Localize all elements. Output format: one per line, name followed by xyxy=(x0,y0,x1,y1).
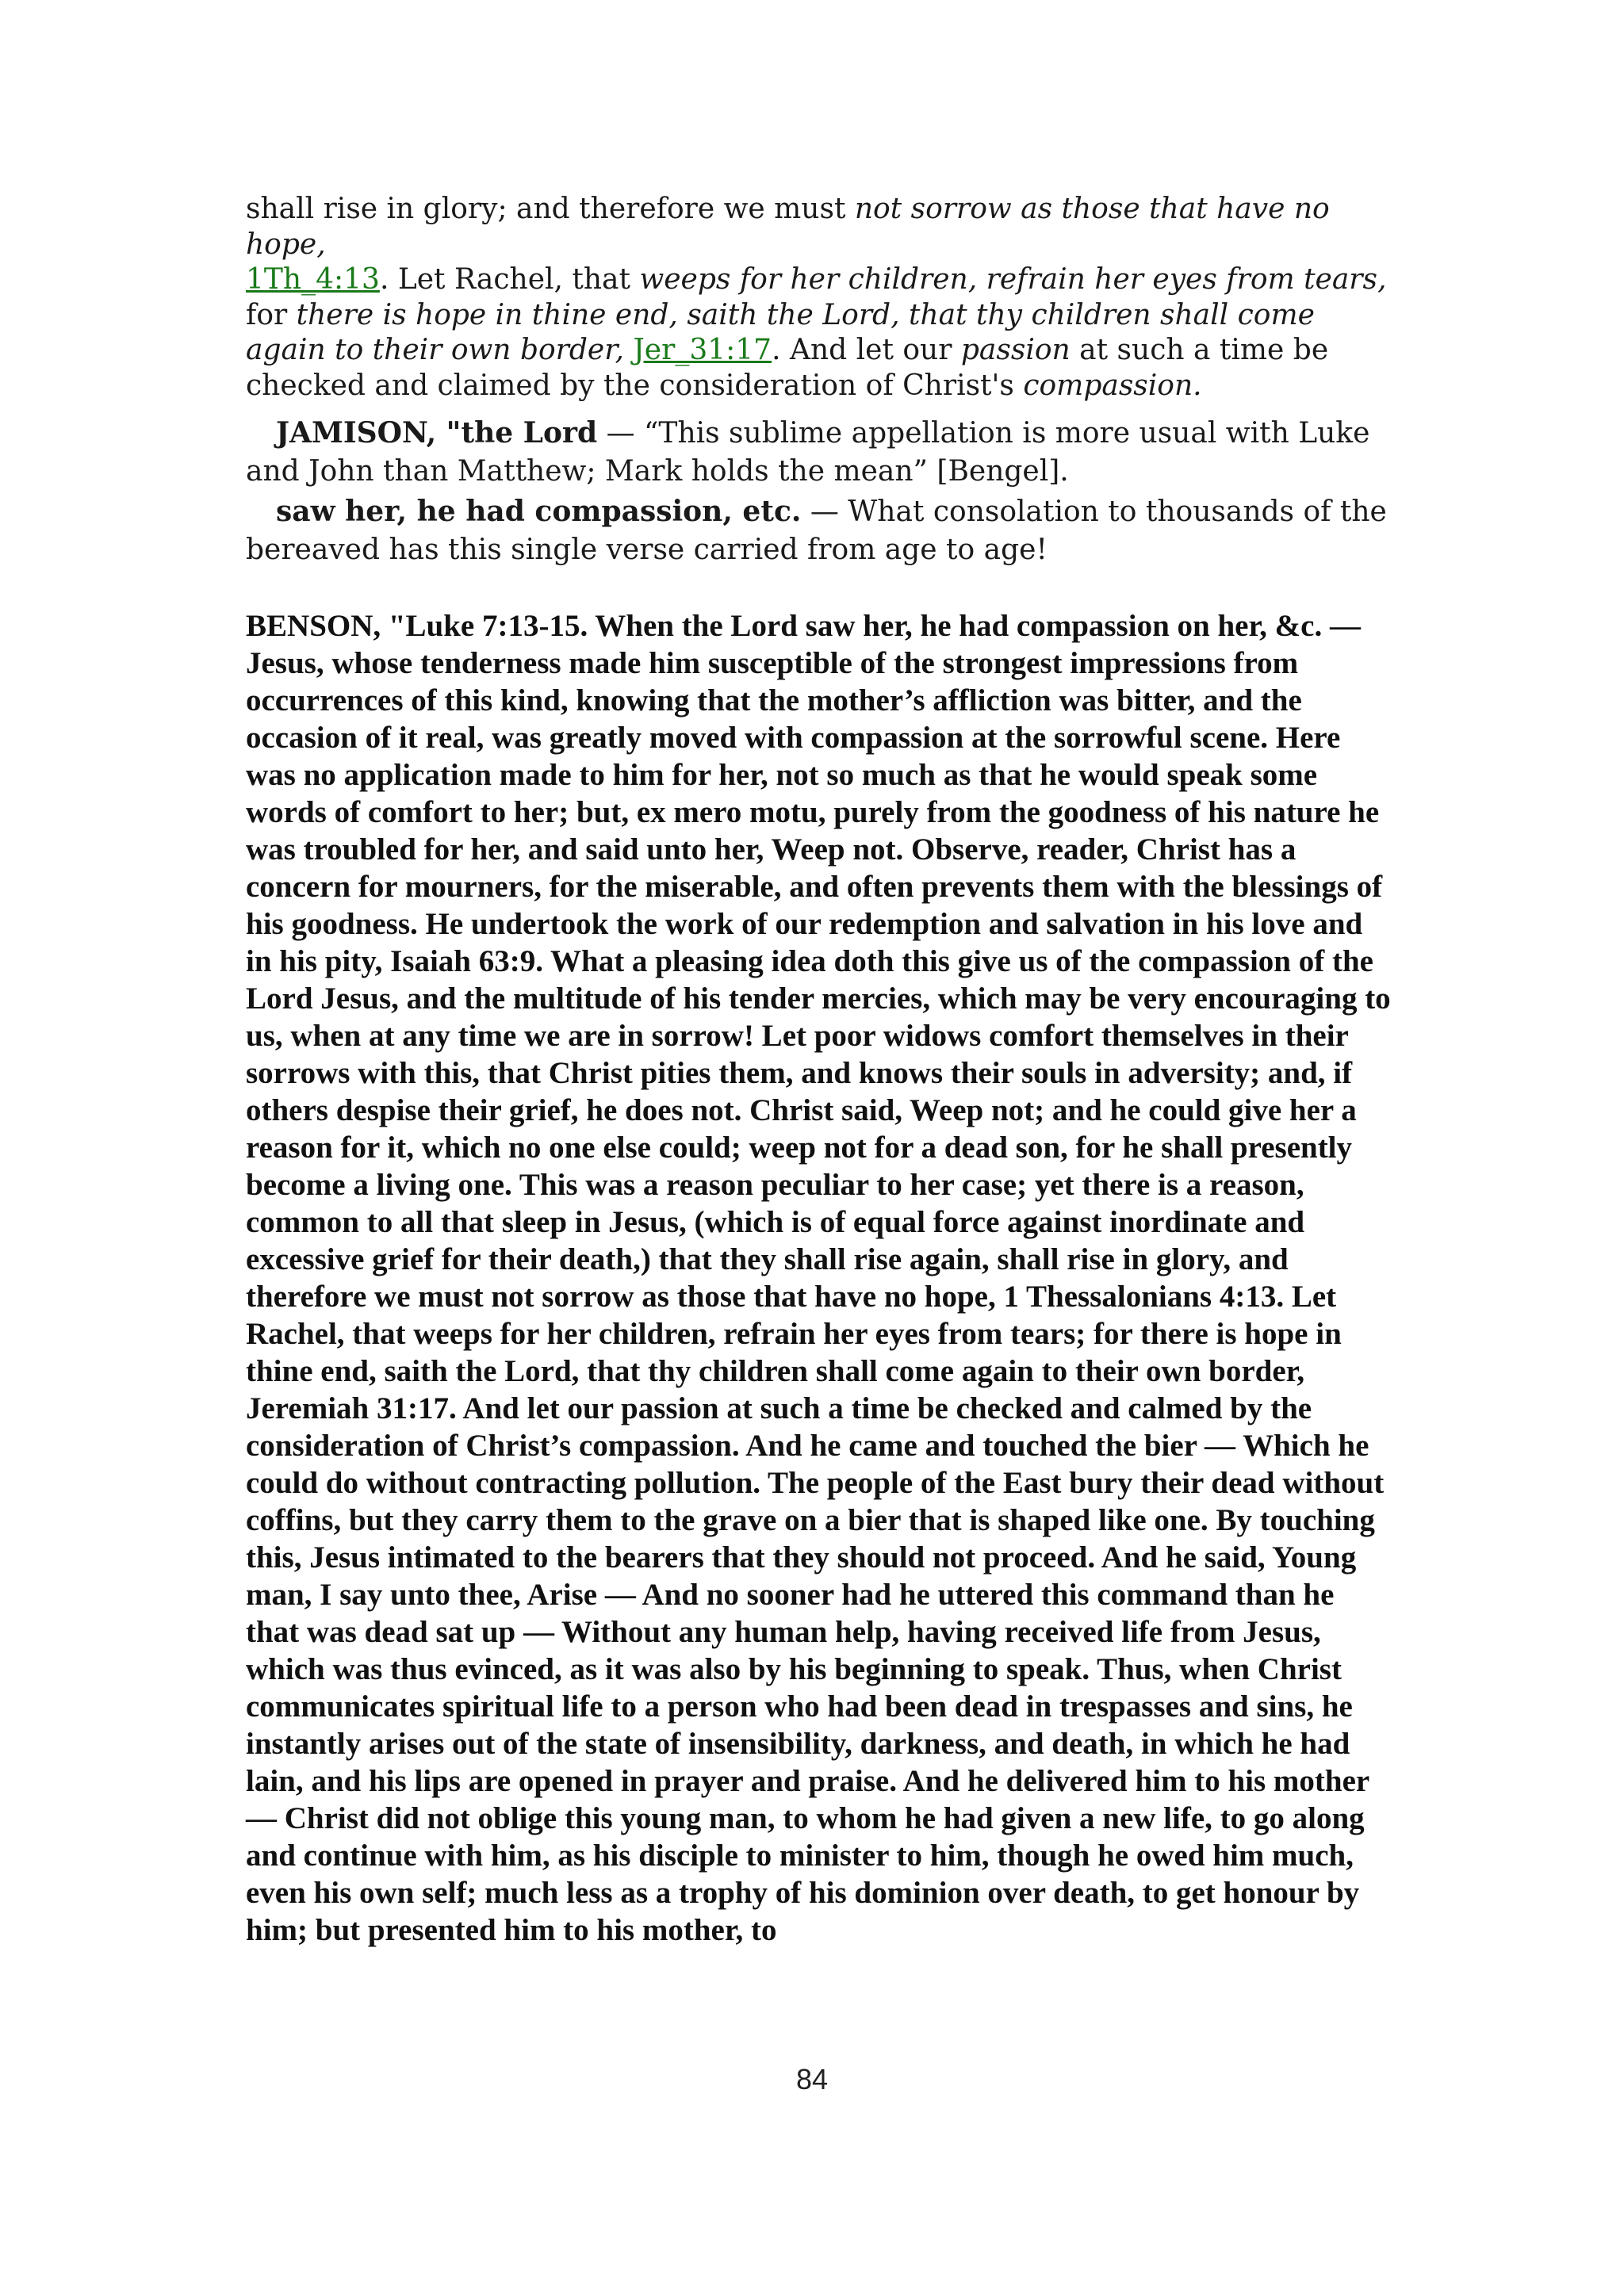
jamison-commentary xyxy=(246,414,1392,571)
jamison-paragraph xyxy=(246,492,1392,569)
page-number: 84 xyxy=(795,2063,829,2095)
jamison-text: — What consolation to thousands of the bereaved has this single verse carried from age to age! xyxy=(246,496,1387,566)
benson-commentary-paragraph: BENSON, "Luke 7:13-15. When the Lord saw her, he had compassion on her, &c. — Jesus, whose tenderness made him susceptible of the strongest impressions from occurrences of this kind, knowing that the mother’s affliction was bitter, and the occasion of it real, was greatly moved with compassion at the sorrowful scene. Here was no application made to him for her, not so much as that he would speak some words of comfort to her; but, ex mero motu, purely from the goodness of his nature he was troubled for her, and said unto her, Weep not. Observe, reader, Christ has a concern for mourners, for the miserable, and often prevents them with the blessings of his goodness. He undertook the work of our redemption and salvation in his love and in his pity, Isaiah 63:9. What a pleasing idea doth this give us of the compassion of the Lord Jesus, and the multitude of his tender mercies, which may be very encouraging to us, when at any time we are in sorrow! Let poor widows comfort themselves in their sorrows with this, that Christ pities them, and knows their souls in adversity; and, if others despise their grief, he does not. Christ said, Weep not; and he could give her a reason for it, which no one else could; weep not for a dead son, for he shall presently become a living one. This was a reason peculiar to her case; yet there is a reason, common to all that sleep in Jesus, (which is of equal force against inordinate and excessive grief for their death,) that they shall rise again, shall rise in glory, and therefore we must not sorrow as those that have no hope, 1 Thessalonians 4:13. Let Rachel, that weeps for her children, refrain her eyes from tears; for there is hope in thine end, saith the Lord, that thy children shall come again to their own border, Jeremiah 31:17. And let our passion at such a time be checked and calmed by the consideration of Christ’s compassion. And he came and touched the bier — Which he could do without contracting pollution. The people of the East bury their dead without coffins, but they carry them to the grave on a bier that is shaped like one. By touching this, Jesus intimated to the bearers that they should not proceed. And he said, Young man, I say unto thee, Arise — And no sooner had he uttered this command than he that was dead sat up — Without any human help, having received life from Jesus, which was thus evinced, as it was also by his beginning to speak. Thus, when Christ communicates spiritual life to a person who had been dead in trespasses and sins, he instantly arises out of the state of insensibility, darkness, and death, in which he had lain, and his lips are opened in prayer and praise. And he delivered him to his mother — Christ did not oblige this young man, to whom he had given a new life, to go along and continue with him, as his disciple to minister to him, though he owed him much, even his own self; much less as a trophy of his dominion over death, to get honour by him; but presented him to his mother, to xyxy=(246,609,1391,1947)
henry-text: for xyxy=(246,298,297,331)
henry-italic-text: compassion. xyxy=(1023,369,1202,402)
henry-italic-text: there is hope in thine end, saith the Lord, that thy children shall come again to their own border, xyxy=(246,298,1315,366)
scripture-link-jer-31-17[interactable]: Jer_31:17 xyxy=(633,334,772,366)
jamison-heading: JAMISON, "the Lord xyxy=(276,416,598,450)
henry-text xyxy=(624,334,633,366)
henry-italic-text: not sorrow as those that have no hope, xyxy=(246,193,1330,261)
henry-text: . Let Rachel, that xyxy=(379,263,640,296)
scripture-link-1th-4-13[interactable]: 1Th_4:13 xyxy=(246,263,380,296)
jamison-paragraph xyxy=(246,414,1392,491)
henry-commentary-paragraph xyxy=(246,192,1392,404)
henry-text: . And let our xyxy=(772,334,961,366)
jamison-text: — “This sublime appellation is more usual with Luke and John than Matthew; Mark holds the mean” [Bengel]. xyxy=(246,417,1370,488)
henry-italic-text: passion xyxy=(960,334,1071,366)
henry-italic-text: weeps for her children, refrain her eyes from tears, xyxy=(639,263,1387,296)
henry-text: at such a time be checked and claimed by the consideration of Christ's xyxy=(246,334,1329,402)
henry-text: shall rise in glory; and therefore we must xyxy=(246,193,855,225)
jamison-subheading: saw her, he had compassion, etc. xyxy=(276,495,802,528)
